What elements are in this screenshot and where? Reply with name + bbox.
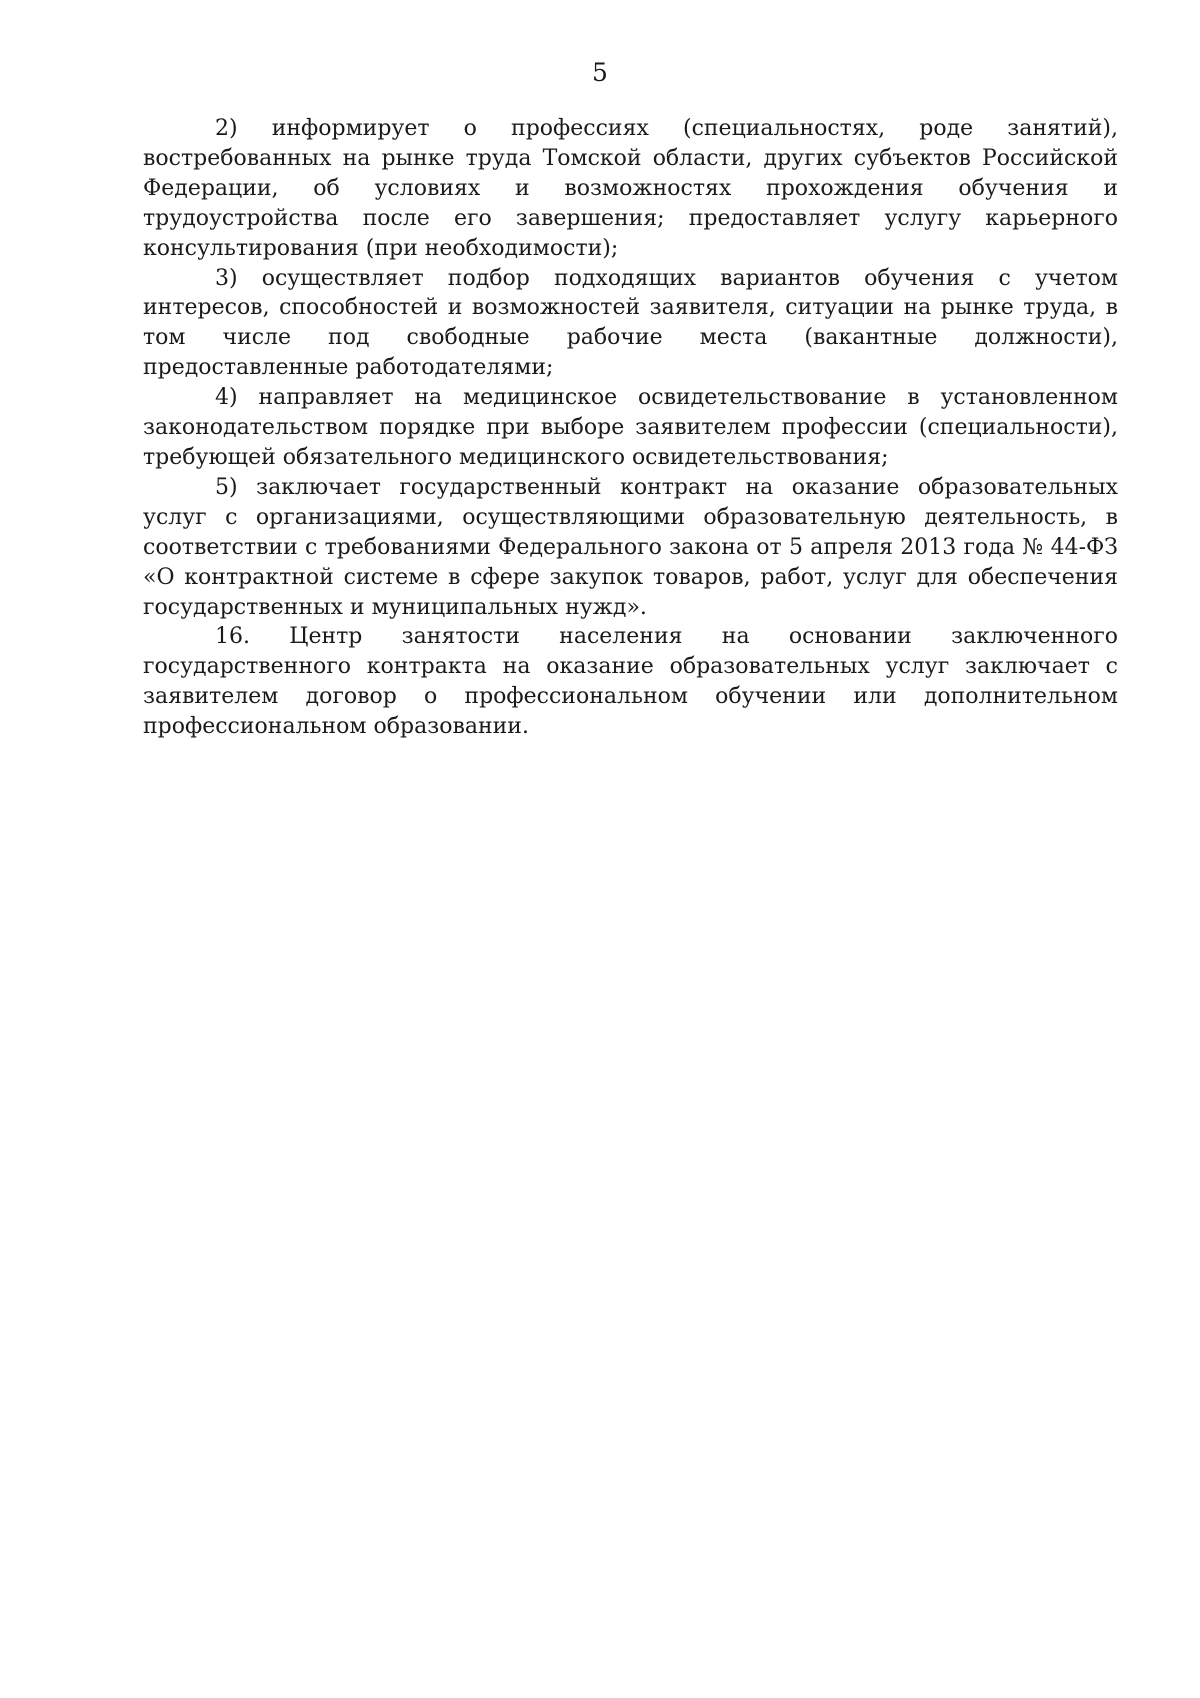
paragraph-item-2: 2) информирует о профессиях (специальностях, роде занятий), востребованных на рынке труда Томской области, других субъектов Российской Федерации, об условиях и возможностях прохождения обучения и трудоустройства после его завершения; предоставляет услугу карьерного консультирования (при необходимости); (143, 116, 1118, 261)
page-number: 5 (592, 58, 608, 87)
paragraph-item-4: 4) направляет на медицинское освидетельствование в установленном законодательством порядке при выборе заявителем профессии (специальности), требующей обязательного медицинского освидетельствования; (143, 385, 1118, 470)
paragraph-section-16: 16. Центр занятости населения на основании заключенного государственного контракта на оказание образовательных услуг заключает с заявителем договор о профессиональном обучении или дополнительном профессиональном образовании. (143, 624, 1118, 740)
paragraph-item-5: 5) заключает государственный контракт на оказание образовательных услуг с организациями, осуществляющими образовательную деятельность, в соответствии с требованиями Федерального закона от 5 апреля 2013 года № 44-ФЗ «О контрактной системе в сфере закупок товаров, работ, услуг для обеспечения государственных и муниципальных нужд». (143, 474, 1118, 620)
document-body (143, 114, 1118, 742)
paragraph-item-3: 3) осуществляет подбор подходящих вариантов обучения с учетом интересов, способностей и возможностей заявителя, ситуации на рынке труда, в том числе под свободные рабочие места (вакантные должности), предоставленные работодателями; (143, 265, 1118, 381)
